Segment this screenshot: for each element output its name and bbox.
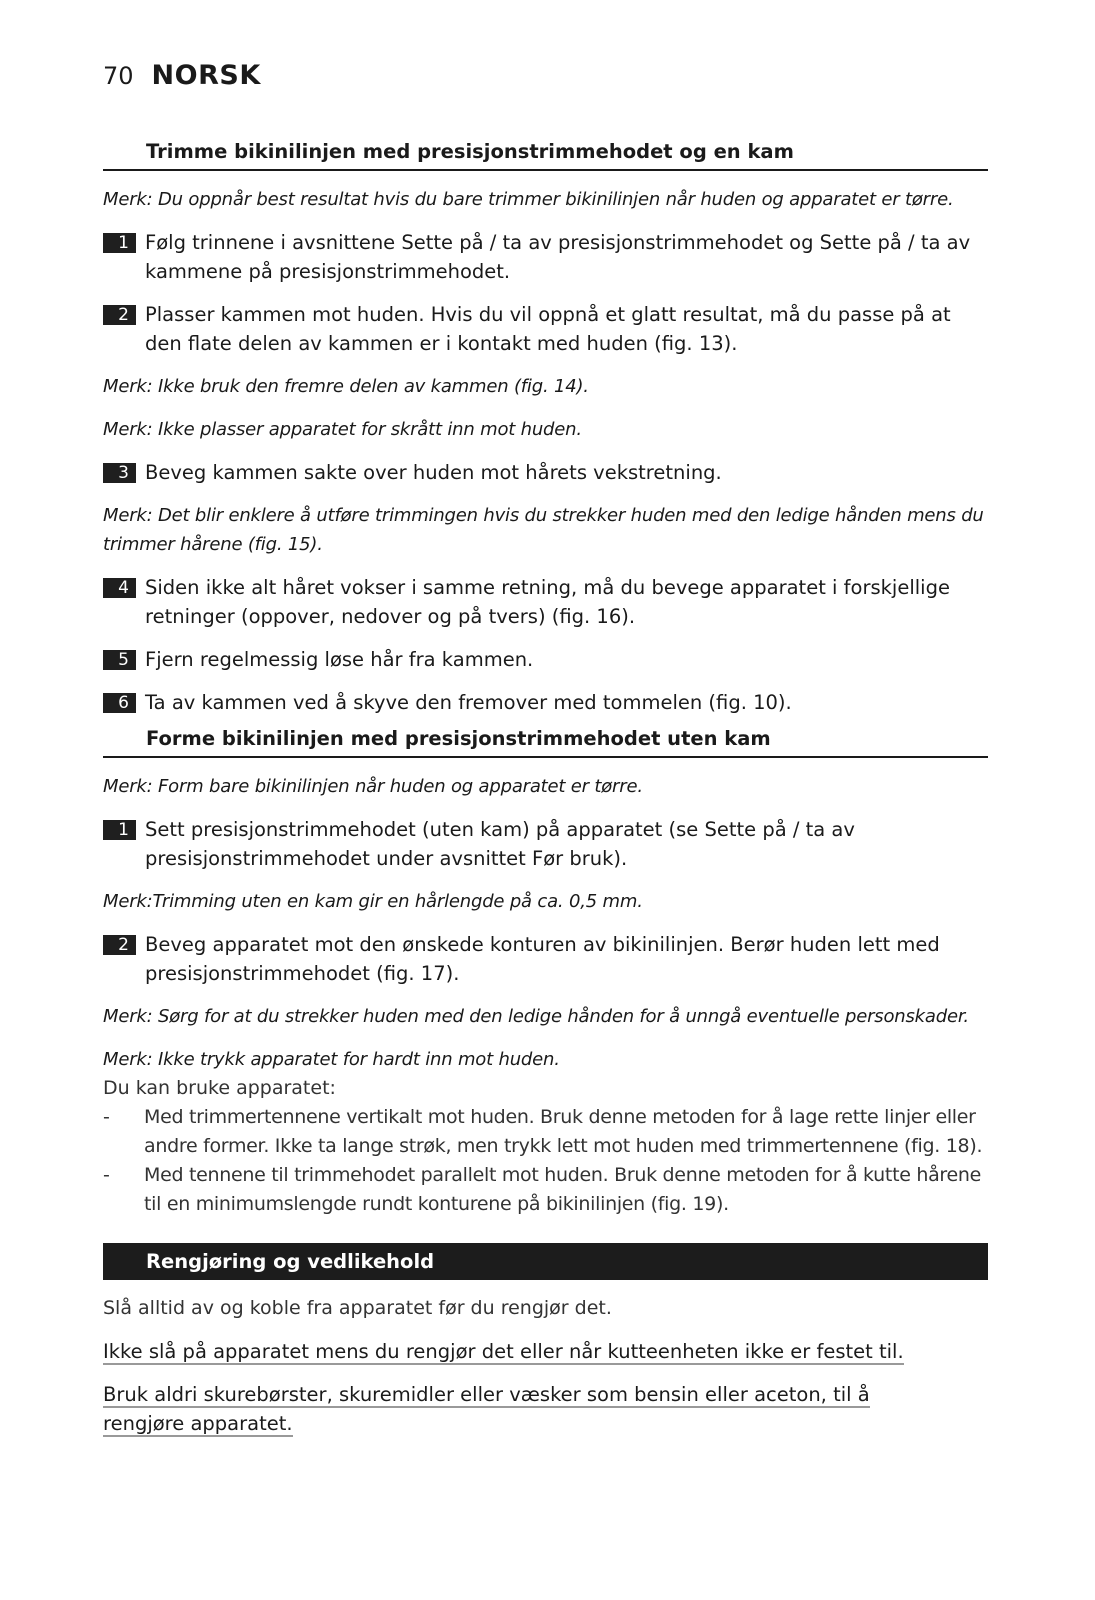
step-number: 6 (103, 693, 136, 713)
list-item-text: Med tennene til trimmehodet parallelt mot huden. Bruk denne metoden for å kutte hårene til en minimumslengde rundt konturene på bikinilinjen (fig. 19). (144, 1164, 982, 1215)
usage-intro: Du kan bruke apparatet: (103, 1077, 336, 1099)
warning-line: Bruk aldri skurebørster, skuremidler eller væsker som bensin eller aceton, til å (103, 1383, 870, 1406)
step-item (103, 458, 988, 487)
step-number: 3 (103, 463, 136, 483)
list-item (103, 1103, 988, 1161)
note: Merk: Det blir enklere å utføre trimmingen hvis du strekker huden med den ledige hånden mens du trimmer hårene (fig. 15). (103, 505, 984, 555)
step-text: Fjern regelmessig løse hår fra kammen. (145, 648, 534, 671)
instruction-text: Slå alltid av og koble fra apparatet før du rengjør det. (103, 1297, 612, 1319)
step-item (103, 930, 988, 988)
step-text: Plasser kammen mot huden. Hvis du vil oppnå et glatt resultat, må du passe på at den flate delen av kammen er i kontakt med huden (fig. 13). (145, 303, 951, 355)
step-number: 1 (103, 233, 136, 253)
step-item (103, 573, 988, 631)
note: Merk: Ikke trykk apparatet for hardt inn mot huden. (103, 1049, 560, 1070)
warning-text (103, 1380, 988, 1438)
warning-text (103, 1337, 988, 1366)
step-text: Beveg kammen sakte over huden mot hårets vekstretning. (145, 461, 722, 484)
section-heading-trim-with-comb: Trimme bikinilinjen med presisjonstrimmehodet og en kam (103, 138, 988, 171)
bullet-dash: - (103, 1164, 110, 1186)
step-number: 5 (103, 650, 136, 670)
bullet-dash: - (103, 1106, 110, 1128)
step-item (103, 815, 988, 873)
warning-line: rengjøre apparatet. (103, 1412, 293, 1435)
step-item (103, 645, 988, 674)
section-heading-cleaning: Rengjøring og vedlikehold (103, 1243, 988, 1280)
note: Merk:Trimming uten en kam gir en hårlengde på ca. 0,5 mm. (103, 891, 643, 912)
step-text: Siden ikke alt håret vokser i samme retning, må du bevege apparatet i forskjellige retninger (oppover, nedover og på tvers) (fig. 16). (145, 576, 950, 628)
step-item (103, 228, 988, 286)
list-item-text: Med trimmertennene vertikalt mot huden. Bruk denne metoden for å lage rette linjer eller andre former. Ikke ta lange strøk, men trykk lett mot huden med trimmertennene (fig. 18). (144, 1106, 983, 1157)
step-number: 2 (103, 935, 136, 955)
page-header (103, 60, 261, 91)
step-number: 2 (103, 305, 136, 325)
note: Merk: Ikke plasser apparatet for skrått inn mot huden. (103, 419, 582, 440)
list-item (103, 1161, 988, 1219)
note: Merk: Form bare bikinilinjen når huden og apparatet er tørre. (103, 776, 643, 797)
step-item (103, 300, 988, 358)
step-text: Ta av kammen ved å skyve den fremover med tommelen (fig. 10). (145, 691, 792, 714)
page-number: 70 (103, 62, 134, 90)
step-text: Beveg apparatet mot den ønskede konturen av bikinilinjen. Berør huden lett med presisjonstrimmehodet (fig. 17). (145, 933, 940, 985)
note: Merk: Ikke bruk den fremre delen av kammen (fig. 14). (103, 376, 589, 397)
language-title: NORSK (151, 60, 261, 91)
section-heading-shape-without-comb: Forme bikinilinjen med presisjonstrimmehodet uten kam (103, 725, 988, 758)
step-number: 4 (103, 578, 136, 598)
content (103, 138, 988, 1438)
step-item (103, 688, 988, 717)
step-number: 1 (103, 820, 136, 840)
step-text: Sett presisjonstrimmehodet (uten kam) på apparatet (se Sette på / ta av presisjonstrimmehodet under avsnittet Før bruk). (145, 818, 855, 870)
warning-line: Ikke slå på apparatet mens du rengjør det eller når kutteenheten ikke er festet til. (103, 1340, 904, 1363)
step-text: Følg trinnene i avsnittene Sette på / ta av presisjonstrimmehodet og Sette på / ta av kammene på presisjonstrimmehodet. (145, 231, 971, 283)
note: Merk: Du oppnår best resultat hvis du bare trimmer bikinilinjen når huden og apparatet er tørre. (103, 189, 954, 210)
note: Merk: Sørg for at du strekker huden med den ledige hånden for å unngå eventuelle personskader. (103, 1006, 969, 1027)
